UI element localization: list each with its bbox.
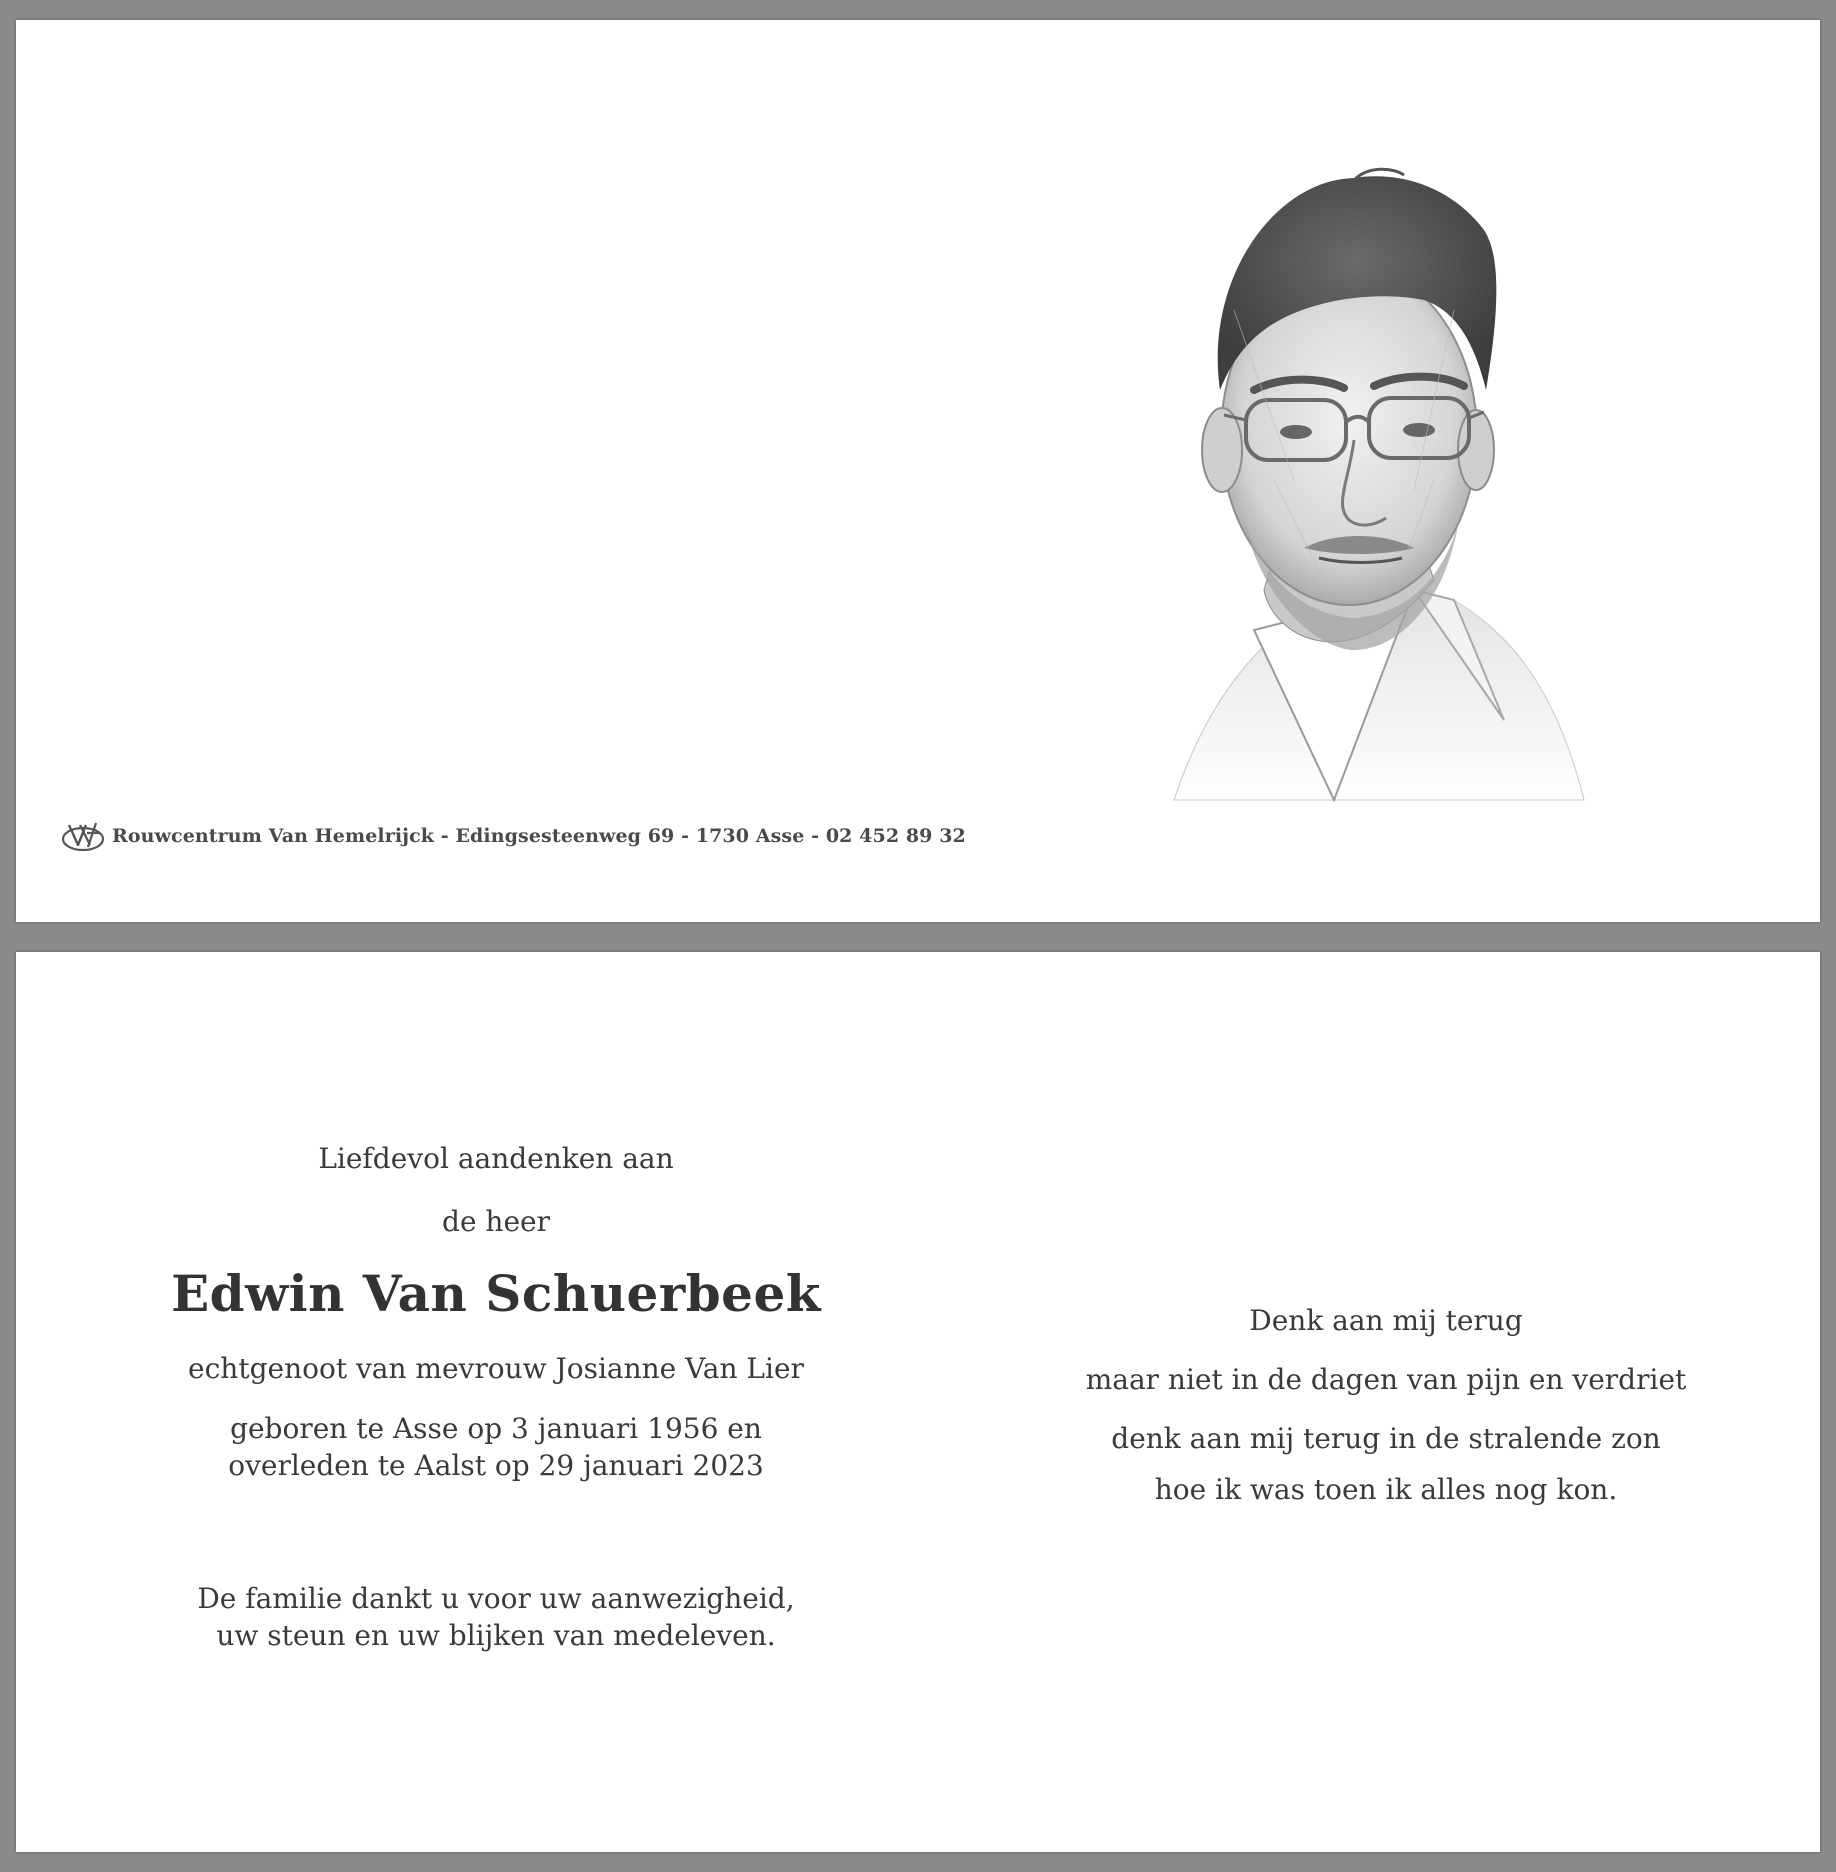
birth-text: geboren te Asse op 3 januari 1956 en	[230, 1412, 762, 1445]
thanks-line-2: uw steun en uw blijken van medeleven.	[216, 1619, 776, 1652]
funeral-home-footer	[60, 816, 966, 856]
deceased-name: Edwin Van Schuerbeek	[171, 1264, 821, 1323]
poem-line: denk aan mij terug in de stralende zon	[1111, 1422, 1661, 1455]
thanks-line-1: De familie dankt u voor uw aanwezigheid,	[197, 1582, 795, 1615]
card-front	[16, 20, 1820, 922]
intro-text: Liefdevol aandenken aan	[318, 1142, 674, 1175]
card-back	[16, 952, 1820, 1852]
honorific-text: de heer	[442, 1205, 550, 1238]
portrait-sketch	[1154, 160, 1594, 820]
funeral-home-text: Rouwcentrum Van Hemelrijck - Edingsesteenweg 69 - 1730 Asse - 02 452 89 32	[112, 825, 966, 847]
spouse-text: echtgenoot van mevrouw Josianne Van Lier	[188, 1352, 804, 1385]
poem-line: maar niet in de dagen van pijn en verdriet	[1085, 1363, 1687, 1396]
death-text: overleden te Aalst op 29 januari 2023	[228, 1449, 764, 1482]
poem-line: hoe ik was toen ik alles nog kon.	[1154, 1473, 1618, 1506]
funeral-home-logo-icon	[60, 819, 106, 853]
poem-line: Denk aan mij terug	[1249, 1304, 1523, 1337]
